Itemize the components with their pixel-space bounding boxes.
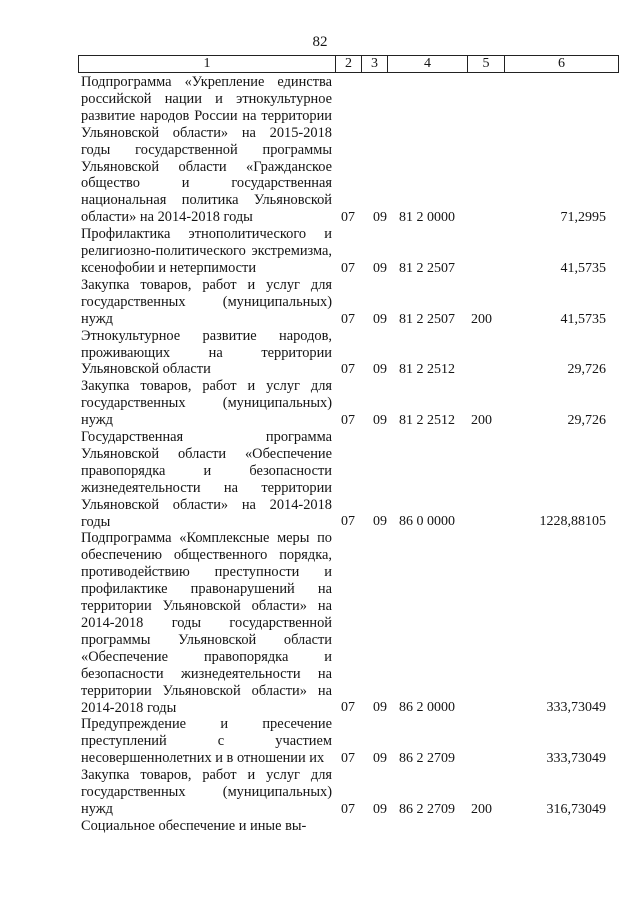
row-description: Государственная программа Ульяновской области «Обеспечение правопорядка и безопасности жизнедеятельности на территории Ульяновской области» на 2014-2018 годы (81, 429, 332, 530)
row-subsection: 09 (373, 514, 387, 530)
header-col-2: 2 (336, 56, 362, 73)
row-subsection: 09 (373, 700, 387, 716)
row-section: 07 (341, 751, 355, 767)
header-col-4: 4 (388, 56, 468, 73)
row-target-code: 86 2 2709 (399, 801, 455, 817)
table-row (81, 74, 621, 226)
row-target-code: 81 2 2512 (399, 413, 455, 429)
table-row (81, 818, 621, 835)
table-body (81, 74, 621, 835)
row-expense-type: 200 (471, 311, 492, 327)
row-subsection: 09 (373, 210, 387, 226)
row-subsection: 09 (373, 413, 387, 429)
header-col-5: 5 (468, 56, 505, 73)
table-row (81, 429, 621, 530)
row-amount: 29,726 (567, 362, 606, 378)
row-description: Закупка товаров, работ и услуг для государственных (муниципальных) нужд (81, 767, 332, 817)
row-amount: 333,73049 (546, 700, 606, 716)
row-description: Этнокультурное развитие народов, проживающих на территории Ульяновской области (81, 327, 332, 378)
row-subsection: 09 (373, 751, 387, 767)
row-expense-type: 200 (471, 801, 492, 817)
row-description: Закупка товаров, работ и услуг для государственных (муниципальных) нужд (81, 378, 332, 429)
row-target-code: 81 2 2507 (399, 260, 455, 276)
row-target-code: 86 2 0000 (399, 700, 455, 716)
table-row (81, 226, 621, 277)
row-amount: 316,73049 (546, 801, 606, 817)
row-section: 07 (341, 210, 355, 226)
table-row (81, 767, 621, 818)
row-amount: 29,726 (567, 413, 606, 429)
row-amount: 1228,88105 (539, 514, 606, 530)
row-amount: 71,2995 (560, 210, 606, 226)
row-description: Социальное обеспечение и иные вы- (81, 817, 307, 834)
page-number: 82 (312, 34, 328, 50)
row-description: Закупка товаров, работ и услуг для государственных (муниципальных) нужд (81, 276, 332, 327)
row-target-code: 86 2 2709 (399, 751, 455, 767)
row-target-code: 81 2 2507 (399, 311, 455, 327)
row-amount: 41,5735 (560, 260, 606, 276)
header-col-3: 3 (362, 56, 388, 73)
row-section: 07 (341, 514, 355, 530)
row-expense-type: 200 (471, 413, 492, 429)
row-amount: 333,73049 (546, 751, 606, 767)
row-section: 07 (341, 801, 355, 817)
table-row (81, 328, 621, 379)
header-col-1: 1 (79, 56, 336, 73)
row-description: Подпрограмма «Укрепление единства российской нации и этнокультурное развитие народов России на территории Ульяновской области» на 2015-2018 годы государственной программы Ульяновской области «Гражданское общество и государственная национальная политика Ульяновской области» на 2014-2018 годы (81, 74, 332, 226)
row-target-code: 81 2 0000 (399, 210, 455, 226)
table-row (81, 277, 621, 328)
row-section: 07 (341, 700, 355, 716)
row-section: 07 (341, 362, 355, 378)
table-row (81, 716, 621, 767)
row-description: Предупреждение и пресечение преступлений с участием несовершеннолетних и в отношении их (81, 716, 332, 767)
row-description: Профилактика этнополитического и религиозно-политического экстремизма, ксенофобии и нетерпимости (81, 226, 332, 276)
row-subsection: 09 (373, 260, 387, 276)
row-section: 07 (341, 311, 355, 327)
row-description: Подпрограмма «Комплексные меры по обеспечению общественного порядка, противодействию преступности и профилактике правонарушений на территории Ульяновской области» на 2014-2018 годы государственной программы Ульяновской области «Обеспечение правопорядка и безопасности жизнедеятельности на территории Ульяновской области» на 2014-2018 годы (81, 530, 332, 716)
row-subsection: 09 (373, 801, 387, 817)
table-row (81, 530, 621, 716)
table-row (81, 378, 621, 429)
row-amount: 41,5735 (560, 311, 606, 327)
row-subsection: 09 (373, 362, 387, 378)
row-target-code: 81 2 2512 (399, 362, 455, 378)
table-header (78, 55, 619, 73)
row-target-code: 86 0 0000 (399, 514, 455, 530)
header-col-6: 6 (505, 56, 619, 73)
row-section: 07 (341, 413, 355, 429)
row-section: 07 (341, 260, 355, 276)
row-subsection: 09 (373, 311, 387, 327)
